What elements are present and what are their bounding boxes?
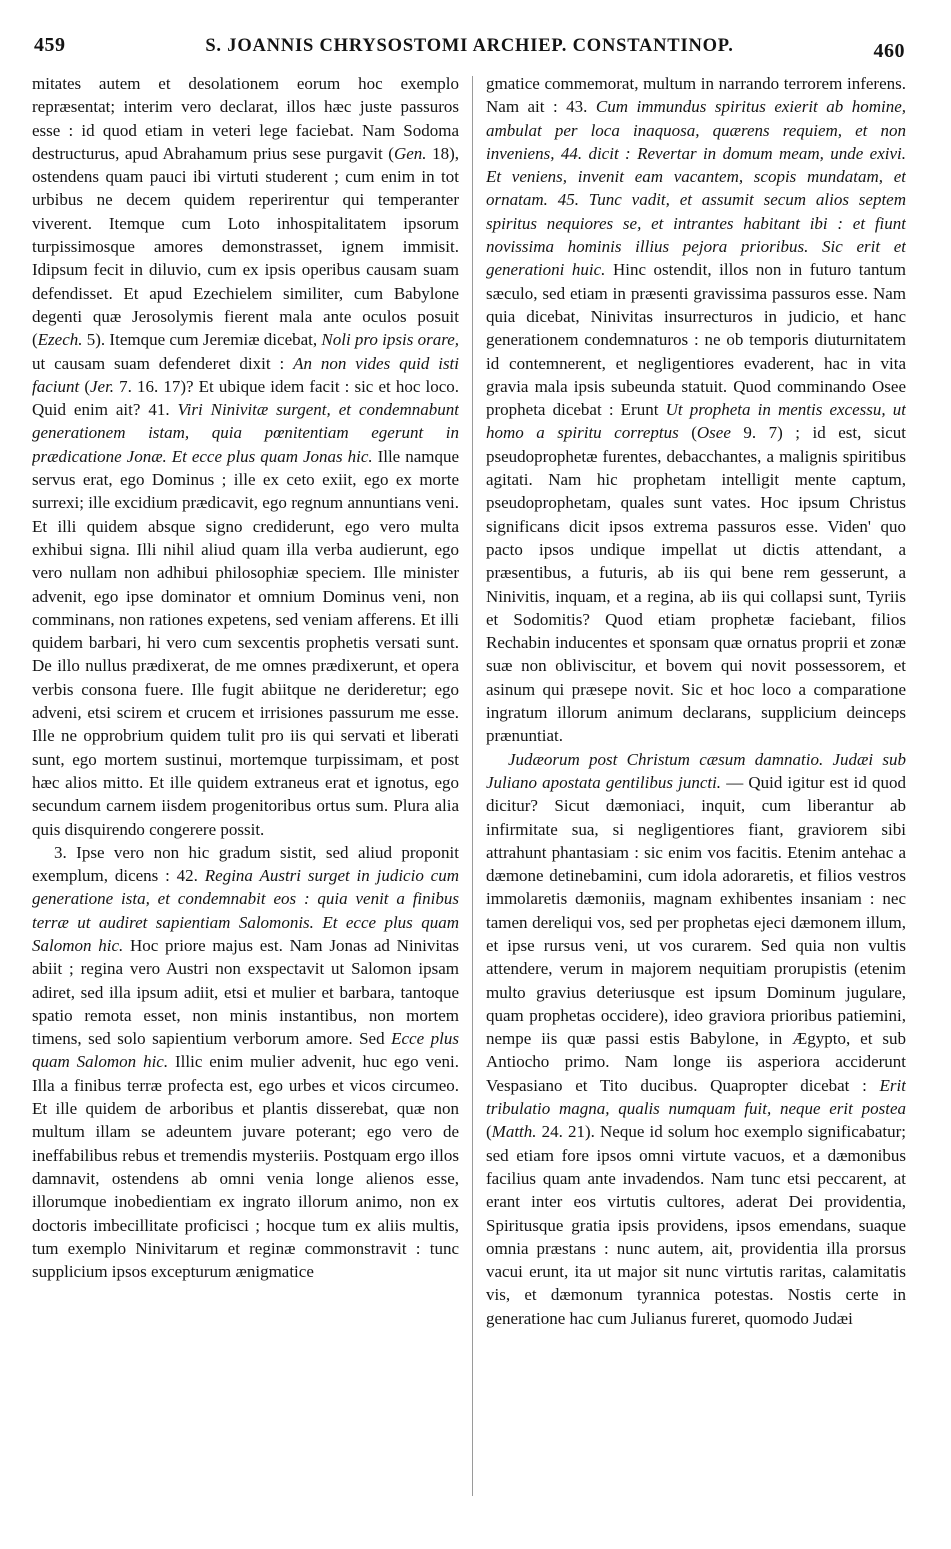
scripture-quote: Erit tribulatio magna, qualis numquam fuit, neque erit postea (486, 1075, 906, 1119)
paragraph (32, 841, 459, 1284)
page-number-right: 460 (873, 40, 905, 62)
scripture-quote: Viri Ninivitæ surgent, et condemnabunt generationem istam, quia pœnitentiam egerunt in prædicatione Jonæ. Et ecce plus quam Jonas hic. (32, 400, 459, 466)
text-run: Illic enim mulier advenit, huc ego veni. Illa a finibus terræ profecta est, ego urbes et vicos circumeo. Et ille quidem de arboribus et plantis disserebat, quæ non multum illam se adeuntem juvare poterant; ego vero de ineffabilibus rebus et tremendis mysteriis. Postquam ergo illos damnavit, ostendens ab omni venia longe alienos esse, illorumque inobedientiam ex ingrato illorum animo, non ex doctoris imbecillitate proficisci ; hocque tum ex aliis multis, tum exemplo Ninivitarum et reginæ commonstravit : tunc supplicium ipsos excepturum ænigmatice (32, 1052, 459, 1282)
scripture-quote: Ut propheta in mentis excessu, ut homo a spiritu correptus (486, 400, 906, 443)
text-run: 7. 16. 17)? Et ubique idem facit : sic et hoc loco. Quid enim ait? 41. (32, 376, 459, 420)
text-run: 3. Ipse vero non hic gradum sistit, sed aliud proponit exemplum, dicens : 42. (32, 842, 459, 886)
citation: Ezech. (37, 330, 83, 350)
text-run: ( (79, 376, 90, 396)
text-run: 9. 7) ; id est, sicut pseudoprophetæ furentes, debacchantes, a malignis spiritibus agitati. Nam hic prophetam intelligit mente captum, pseudoprophetam, quales sunt vates. Hoc ipsum Christus significans dicit ipsos extrema passuros esse. Viden' quo pacto ipsos undique impellat ut dictis attendant, a præsentibus, a futuris, ab iis qui bene rem gesserunt, a Ninivitis, inquam, et a regina, ab iis qui collapsi sunt, Tyriis et Sodomitis? Quod etiam prophetæ faciebant, filios Rechabin inducentes et sponsam quæ ornatus proprii et zonæ suæ non obliviscitur, et bovem qui novit possessorem, et asinum qui præsepe novit. Sic et hoc loco a comparatione ingratum illorum animum declarans, supplicium deinceps prænuntiat. (486, 423, 906, 746)
text-run: Hoc priore majus est. Nam Jonas ad Ninivitas abiit ; regina vero Austri non exspectavit ut Salomon ipsam adiret, sed illa ipsum adiit, etsi et mulier et barbara, tantoque spatio remota esset, non minis instantibus, non mortem timens, sed solo sapientium verborum amore. Sed (32, 935, 459, 1049)
column-divider (472, 76, 473, 1496)
scripture-quote: An non vides quid isti faciunt (32, 353, 459, 396)
text-run: mitates autem et desolationem eorum hoc exemplo repræsentat; interim vero declarat, illos hæc juste passuros esse : id quod etiam in veteri lege faciebat. Nam Sodoma destructurus, apud Abrahamum prius sese purgavit ( (32, 74, 459, 163)
text-run: gmatice commemorat, multum in narrando terrorem inferens. Nam ait : 43. (486, 74, 906, 117)
text-run: Hinc ostendit, illos non in futuro tantum sæculo, sed etiam in præsenti gravissima passuros esse. Nam quia dicebat, Ninivitas insurrecturos in judicio, et hanc generationem condemnaturos : ne ob temporis diuturnitatem id contemnerent, et negligentiores evaderent, hac in vita gravia mala ipsis subeunda statuit. Quod comminando Osee propheta dicebat : Erunt (486, 260, 906, 420)
section-heading: Judæorum post Christum cæsum damnatio. Judæi sub Juliano apostata gentilibus juncti. (486, 749, 906, 792)
text-run: 5). Itemque cum Jeremiæ dicebat, (82, 330, 322, 350)
paragraph (486, 72, 906, 748)
running-title: S. JOANNIS CHRYSOSTOMI ARCHIEP. CONSTANTINOP. (205, 36, 734, 56)
right-column (486, 72, 906, 1512)
citation: Matth. (491, 1122, 537, 1142)
scripture-quote: Ecce plus quam Salomon hic. (32, 1029, 459, 1072)
citation: Osee (696, 423, 731, 443)
scripture-quote: Cum immundus spiritus exierit ab homine, ambulat per loca inaquosa, quærens requiem, et non inveniens, 44. dicit : Revertar in domum meam, unde exivi. Et veniens, invenit eam vacantem, scopis mundatam, et ornatam. 45. Tunc vadit, et assumit secum alios septem spiritus nequiores se, et intrantes habitant ibi : et fiunt novissima hominis illius pejora prioribus. Sic erit et generationi huic. (486, 97, 906, 280)
scripture-quote: Noli pro ipsis orare, (321, 330, 459, 350)
page-number-left: 459 (34, 34, 66, 56)
text-run: Ille namque servus erat, ego Dominus ; ille ex ceto exiit, ego ex morte surrexi; ille excidium prædicavit, ego regnum annuntians veni. Et illi quidem absque signo crediderunt, ego vero multa exhibui signa. Illi nihil aliud quam illa verba audierunt, ego vero nullam non adhibui philosophiæ speciem. Ille minister advenit, ego ipse dominator et omnium Dominus veni, non comminans, non rationes expetens, sed veniam afferens. Et illi quidem barbari, hi vero cum sexcentis prophetis versati sunt. De illo nullus prædixerat, de me omnes prædixerunt, et opera verbis consona fuere. Ille fugit abiitque ne derideretur; ego adveni, etsi scirem et crucem et irrisiones passurum me esse. Ille ne opprobrium quidem tulit pro iis qui servati et liberati sunt, ego mortem sustinui, mortemque turpissimam, et post hæc alios mitto. Et ille quidem extraneus erat et ignotus, ego secundum carnem iisdem progenitoribus ortus sum. Plura alia quis disquirendo congerere possit. (32, 446, 459, 839)
paragraph (32, 72, 459, 841)
citation: Gen. (393, 143, 427, 163)
citation: Jer. (89, 376, 115, 396)
paragraph (486, 748, 906, 1330)
text-run: ut causam suam defenderet dixit : (32, 353, 294, 373)
text-run: ( (486, 1122, 492, 1142)
text-run: ( (678, 423, 697, 443)
left-column (32, 72, 459, 1512)
text-run: 18), ostendens quam pauci ibi virtuti studerent ; cum enim in tot urbibus ne decem quidem reperirentur qui temperanter viverent. Itemque cum Loto inhospitalitatem ipsorum turpissimosque amores demonstrasset, ignem immisit. Idipsum fecit in diluvio, cum ex ipsis operibus causam suam defendisset. Et apud Ezechielem similiter, cum Babylone degenti quæ Jerosolymis fierent mala ante oculos posuit ( (32, 143, 459, 350)
scripture-quote: Regina Austri surget in judicio cum generatione ista, et condemnabit eos : quia venit a finibus terræ ut audiret sapientiam Salomonis. Et ecce plus quam Salomon hic. (32, 866, 459, 955)
text-run: 24. 21). Neque id solum hoc exemplo significabatur; sed etiam fore ipsos omni virtute vacuos, et a dæmonibus facilius quam ante invadendos. Nam tunc etsi peccarent, at erant inter eos virtutis cultores, aderat Dei providentia, Spiritusque gratia ipsis providens, ipsos emendans, suaque omnia præstans : nunc autem, ait, providentia illa prorsus vacui erunt, ita ut major sit nunc virtutis raritas, calamitatis vis, et dæmonum tyrannica potestas. Nostis certe in generatione hac cum Julianus fureret, quomodo Judæi (486, 1122, 906, 1328)
text-run: — Quid igitur est id quod dicitur? Sicut dæmoniaci, inquit, cum liberantur ab infirmitate sua, si negligentiores fiant, graviorem sibi attrahunt phantasiam : sic enim vos facitis. Etenim antehac a dæmone detinebamini, cum idola adoraretis, et filios vestros immolaretis dæmoniis, magnam exhibentes insaniam : nec tamen dereliqui vos, sed per prophetas ejeci dæmonem illum, et ipse rursus veni, ut vos curarem. Sed quia non vultis attendere, verum in majorem nequitiam prorupistis (etenim multo gravius deteriusque est ipsum Dominum jugulare, quam prophetas occidere), ideo graviora prioribus patiemini, nempe iis quæ passi estis Babylone, in Ægypto, et sub Antiocho primo. Nam longe iis asperiora acciderunt Vespasiano et Tito ducibus. Quapropter dicebat : (486, 772, 906, 1095)
running-header (28, 34, 911, 68)
